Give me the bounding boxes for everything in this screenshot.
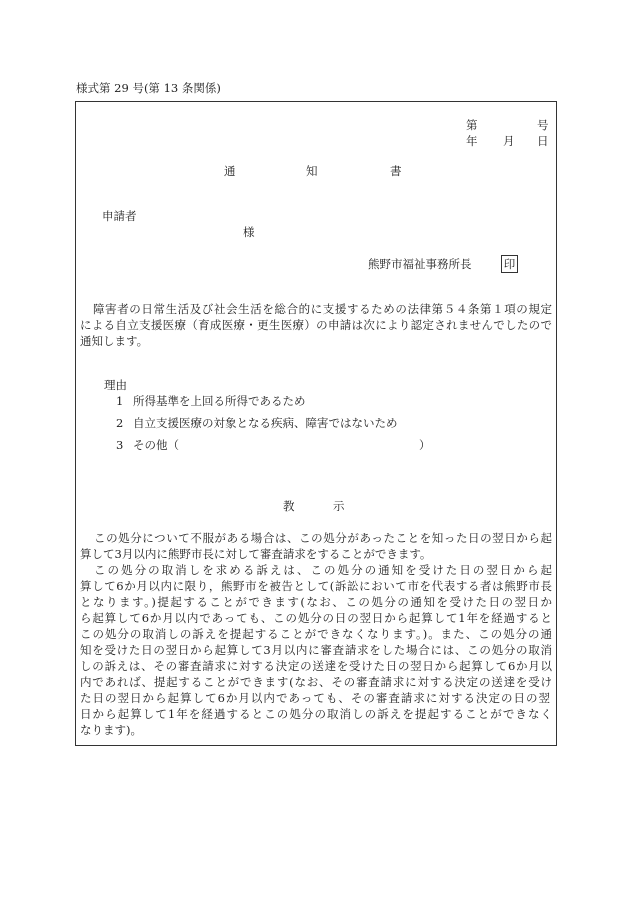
instruction-line: た日の翌日から起算して6か月以内であっても、その審査請求に対する決定の日の翌 bbox=[80, 691, 550, 705]
title-char-3: 書 bbox=[390, 164, 402, 178]
body-line: による自立支援医療（育成医療・更生医療）の申請は次により認定されませんでしたので bbox=[80, 318, 552, 332]
applicant-label: 申請者 bbox=[102, 209, 137, 223]
issuer-name: 熊野市福祉事務所長 bbox=[368, 257, 472, 271]
reason-text: その他（ bbox=[133, 438, 179, 452]
instruction-title-char-2: 示 bbox=[333, 499, 345, 513]
instruction-line: 知を受けた日の翌日から起算して3月以内に審査請求をした場合には、この処分の取消 bbox=[80, 643, 552, 657]
instruction-line: 内であれば、提起することができます(なお、その審査請求に対する決定の送達を受け bbox=[80, 675, 552, 689]
instruction-title-char-1: 教 bbox=[283, 499, 295, 513]
seal-mark: 印 bbox=[501, 255, 518, 273]
date-day-label: 日 bbox=[537, 134, 549, 148]
instruction-line: ら起算して6か月以内であっても、この処分の日の翌日から起算して1年を経過すると bbox=[80, 611, 552, 625]
body-line: 通知します。 bbox=[80, 334, 149, 348]
date-year-label: 年 bbox=[466, 134, 478, 148]
instruction-line: 算して6か月以内に限り，熊野市を被告として(訴訟において市を代表する者は熊野市長 bbox=[80, 579, 552, 593]
reason-text: 自立支援医療の対象となる疾病、障害ではないため bbox=[133, 416, 398, 430]
instruction-line: この処分について不服がある場合は、この処分があったことを知った日の翌日から起 bbox=[94, 531, 552, 545]
instruction-line: しの訴えは、その審査請求に対する決定の送達を受けた日の翌日から起算して6か月以 bbox=[80, 659, 552, 673]
instruction-line: 日から起算して1年を経過するとこの処分の取消しの訴えを提起することができなく bbox=[80, 707, 552, 721]
instruction-line: この処分の取消しを求める訴えは、この処分の通知を受けた日の翌日から起 bbox=[94, 563, 552, 577]
title-char-2: 知 bbox=[306, 164, 318, 178]
reason-text: 所得基準を上回る所得であるため bbox=[133, 394, 306, 408]
reason-number: 3 bbox=[116, 438, 124, 452]
number-prefix: 第 bbox=[466, 118, 478, 132]
instruction-line: となります。)提起することができます(なお、この処分の通知を受けた日の翌日か bbox=[80, 595, 552, 609]
date-month-label: 月 bbox=[503, 134, 515, 148]
form-number-label: 様式第 29 号(第 13 条関係) bbox=[76, 81, 221, 95]
title-char-1: 通 bbox=[224, 164, 236, 178]
applicant-honorific: 様 bbox=[243, 225, 255, 239]
instruction-line: この処分の取消しの訴えを提起することができなくなります。)。また、この処分の通 bbox=[80, 627, 552, 641]
reason-other-close-paren: ） bbox=[419, 438, 431, 452]
instruction-line: なります)。 bbox=[80, 723, 142, 737]
reason-number: 2 bbox=[116, 416, 124, 430]
number-suffix: 号 bbox=[537, 118, 549, 132]
reasons-label: 理由 bbox=[104, 378, 127, 392]
reason-number: 1 bbox=[116, 394, 124, 408]
instruction-line: 算して3月以内に熊野市長に対して審査請求をすることができます。 bbox=[80, 547, 432, 561]
body-line: 障害者の日常生活及び社会生活を総合的に支援するための法律第５４条第１項の規定 bbox=[93, 302, 552, 316]
